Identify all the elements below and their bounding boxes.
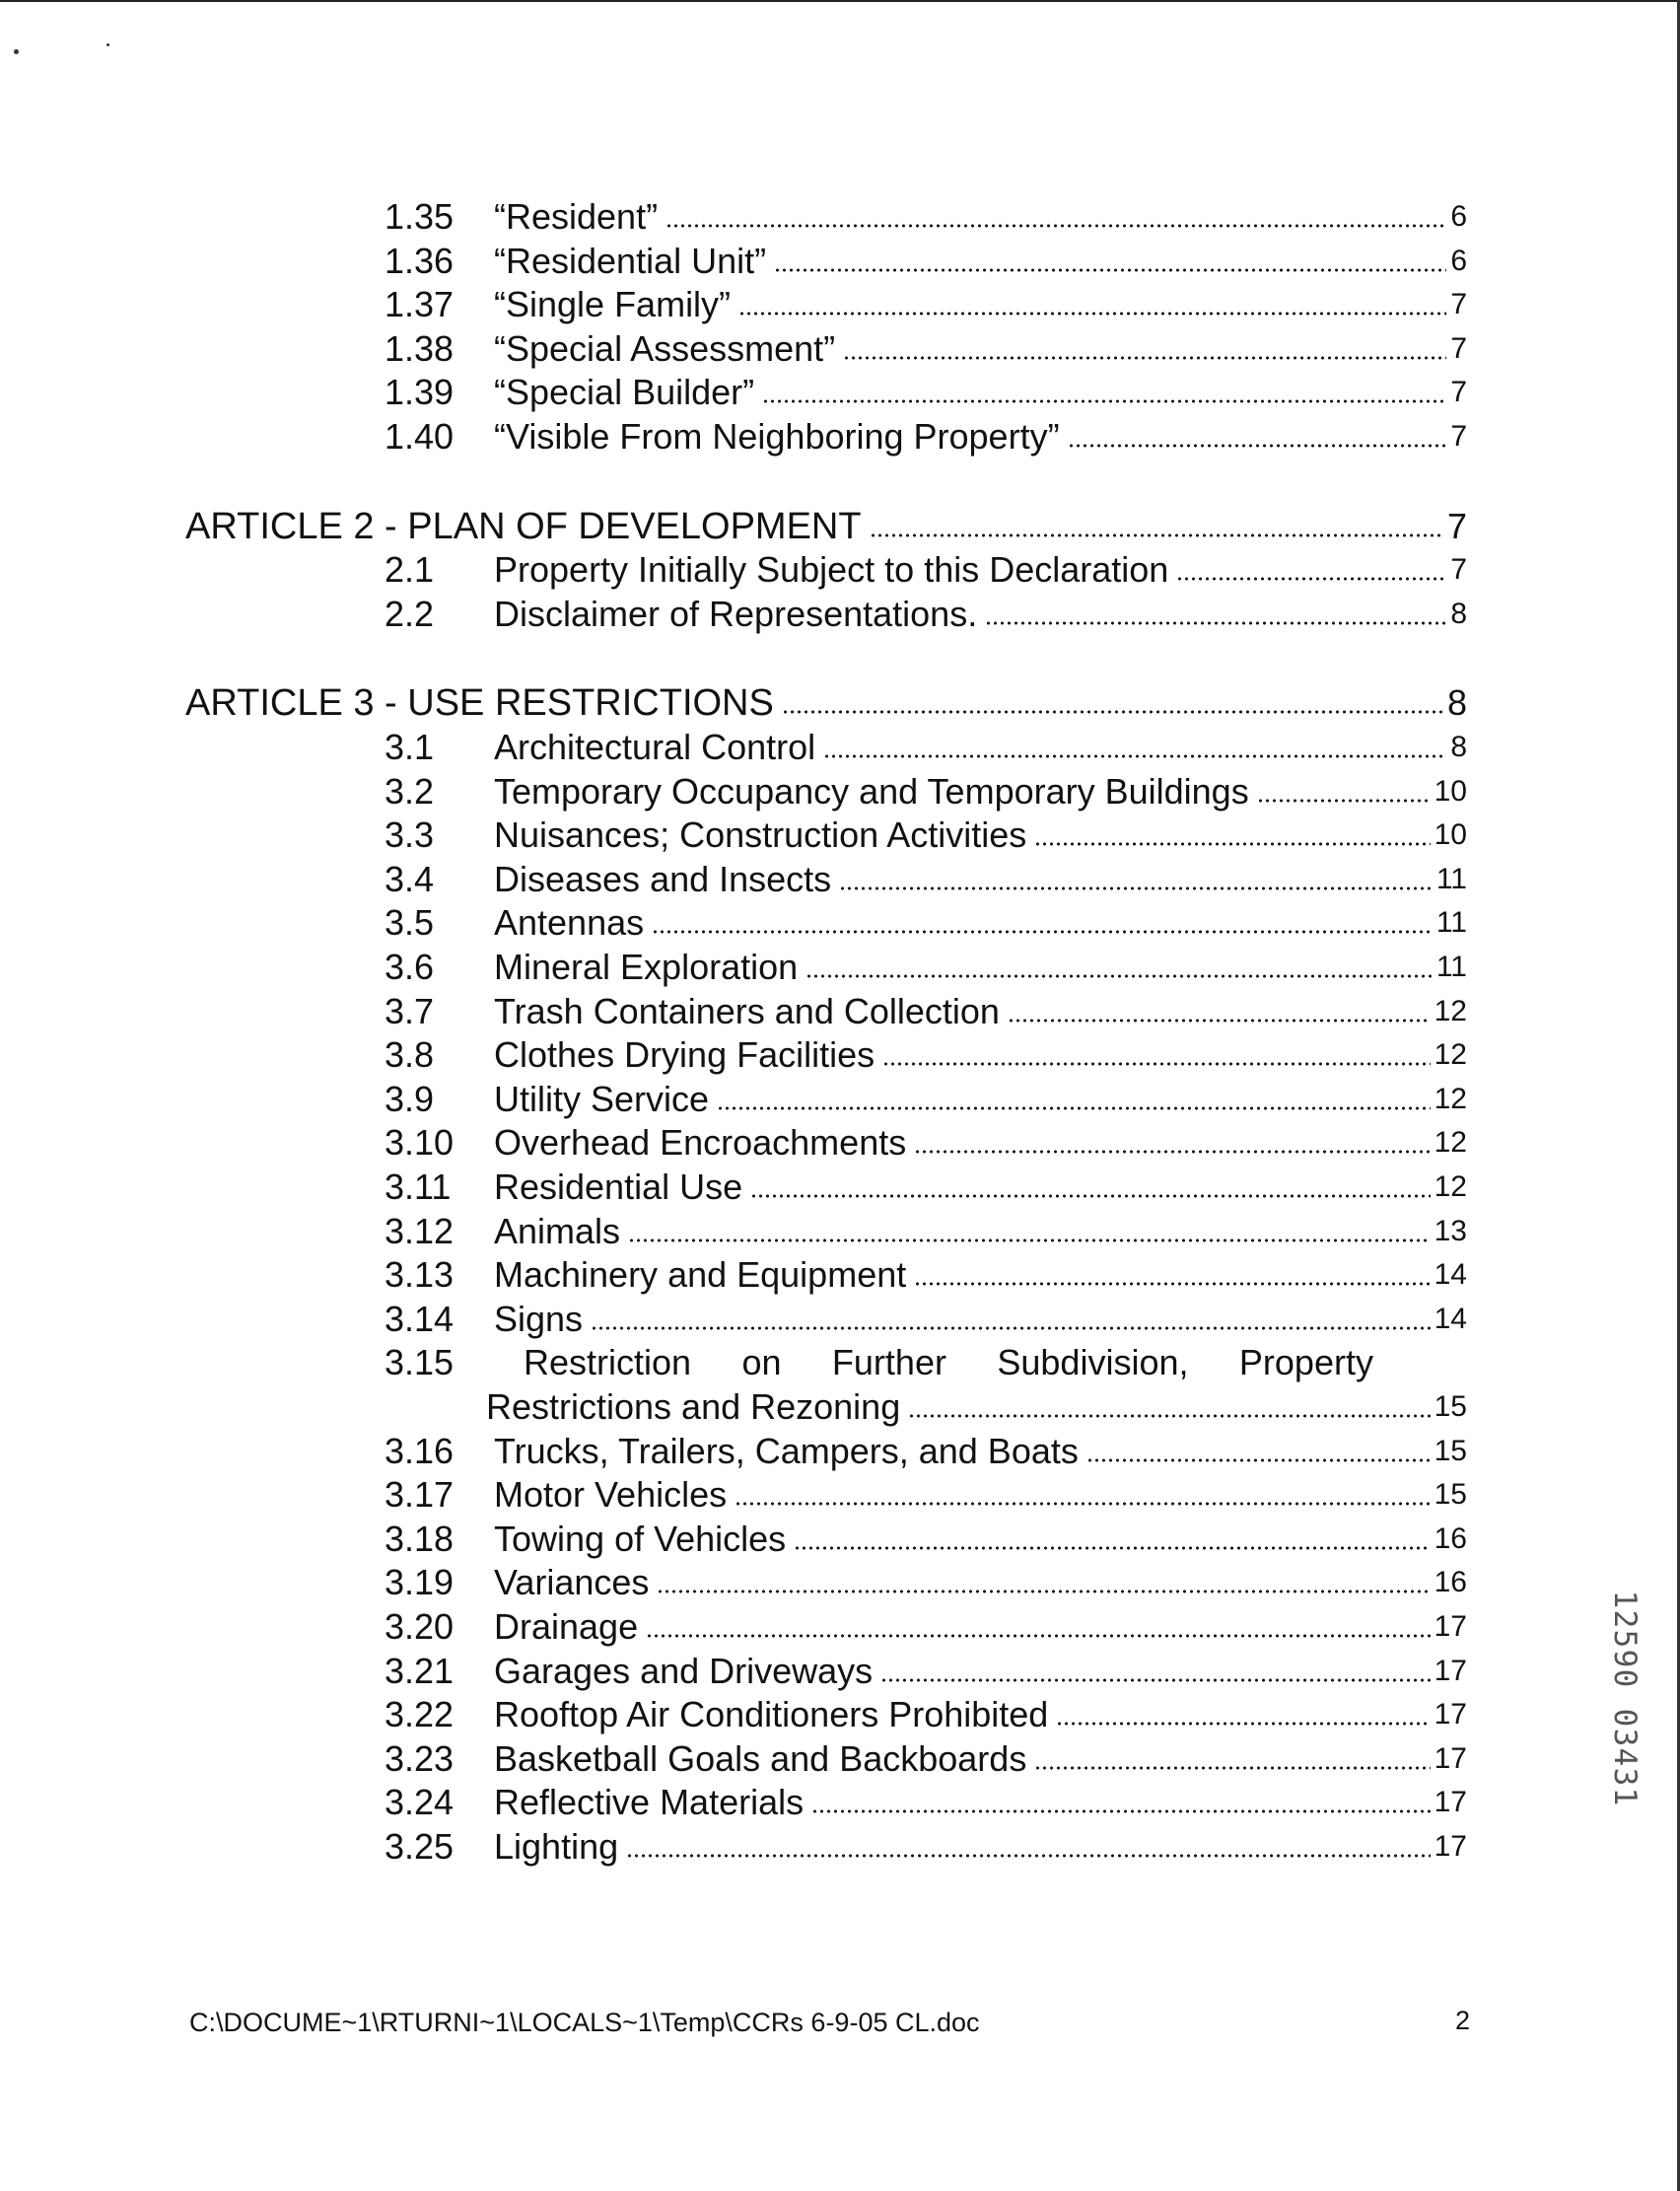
toc-dot-leader: [626, 1853, 1431, 1859]
scan-edge-top: [0, 0, 1680, 2]
toc-entry-title: Basketball Goals and Backboards: [494, 1737, 1027, 1779]
toc-entry: [185, 1825, 1467, 1869]
toc-entry-number: 3.12: [385, 1210, 455, 1251]
toc-page-number: 7: [1450, 288, 1467, 321]
toc-entry-title: Temporary Occupancy and Temporary Buildings: [494, 770, 1249, 812]
toc-entry: [185, 1210, 1467, 1253]
toc-entry-number: 3.16: [385, 1430, 455, 1471]
toc-entry: [185, 1737, 1467, 1781]
toc-entry-number: 3.11: [385, 1166, 452, 1207]
toc-page-number: 7: [1450, 420, 1467, 453]
toc-page-number: 8: [1450, 597, 1467, 630]
toc-entry-title-word: Subdivision,: [997, 1342, 1189, 1383]
toc-entry-title: “Single Family”: [494, 284, 732, 325]
toc-entry-title: Trucks, Trailers, Campers, and Boats: [494, 1430, 1079, 1471]
bates-stamp-char: 5: [1607, 1629, 1643, 1649]
toc-entry: [185, 858, 1467, 901]
toc-entry-number: 3.21: [385, 1650, 455, 1691]
toc-page-number: 17: [1434, 1830, 1467, 1863]
toc-dot-leader: [735, 1501, 1431, 1507]
toc-page-number: 11: [1435, 906, 1467, 940]
bates-stamp-char: 0: [1607, 1708, 1643, 1728]
toc-dot-leader: [1086, 1457, 1431, 1463]
toc-article-title: ARTICLE 3 - USE RESTRICTIONS: [185, 682, 774, 725]
toc-entry-title: Motor Vehicles: [494, 1474, 728, 1516]
toc-article-heading: [185, 681, 1467, 725]
toc-page-number: 12: [1434, 994, 1467, 1027]
toc-dot-leader: [1176, 576, 1446, 582]
toc-entry-title: “Special Assessment”: [494, 327, 836, 369]
toc-entry-title: Machinery and Equipment: [494, 1254, 907, 1296]
toc-dot-leader: [839, 885, 1433, 891]
toc-entry: [185, 901, 1467, 945]
toc-entry-number: 3.18: [385, 1518, 455, 1559]
toc-entry-number: 3.9: [385, 1078, 435, 1119]
toc-entry-title: “Resident”: [494, 196, 659, 237]
toc-entry: [185, 990, 1467, 1033]
toc-page-number: 14: [1434, 1258, 1467, 1292]
toc-dot-leader: [646, 1633, 1431, 1639]
toc-entry-number: 1.39: [385, 372, 455, 413]
toc-entry: [185, 1253, 1467, 1297]
toc-page-number: 11: [1435, 862, 1467, 895]
toc-entry: [185, 770, 1467, 813]
toc-entry: [185, 813, 1467, 857]
toc-page-number: 17: [1434, 1741, 1467, 1775]
toc-entry: [185, 415, 1467, 459]
toc-entry-title-word: on: [741, 1342, 782, 1383]
toc-dot-leader: [774, 267, 1446, 273]
bates-stamp-char: 1: [1607, 1787, 1643, 1806]
toc-entry-title: Property Initially Subject to this Declaration: [494, 549, 1169, 591]
toc-page-number: 8: [1446, 682, 1467, 724]
toc-entry: [185, 1693, 1467, 1736]
toc-page-number: 7: [1450, 553, 1467, 587]
toc-entry-title: Mineral Exploration: [494, 947, 799, 987]
bates-stamp-char: 0: [1607, 1668, 1643, 1688]
toc-entry-title: “Residential Unit”: [494, 240, 767, 281]
toc-entry-title: Reflective Materials: [494, 1782, 805, 1823]
toc-entry-title: Utility Service: [494, 1078, 710, 1119]
toc-article-title: ARTICLE 2 - PLAN OF DEVELOPMENT: [185, 505, 862, 547]
toc-entry-title: Overhead Encroachments: [494, 1122, 907, 1164]
toc-entry-title: Disclaimer of Representations.: [494, 593, 978, 634]
toc-dot-leader: [657, 1589, 1431, 1594]
toc-entry: [185, 1650, 1467, 1693]
toc-entry-title: Trash Containers and Collection: [494, 990, 1000, 1031]
toc-entry-number: 3.5: [385, 902, 435, 944]
toc-page-number: 10: [1434, 774, 1467, 808]
toc-dot-leader: [762, 398, 1446, 404]
toc-entry-title-line1: [524, 1341, 1373, 1384]
toc-entry: [185, 1341, 1467, 1384]
toc-dot-leader: [628, 1237, 1431, 1243]
toc-entry: [185, 371, 1467, 414]
toc-entry-title: Rooftop Air Conditioners Prohibited: [494, 1694, 1049, 1735]
toc-dot-leader: [914, 1281, 1431, 1287]
toc-page-number: 13: [1434, 1214, 1467, 1247]
bates-stamp-char: 2: [1607, 1609, 1643, 1629]
toc-article-heading: [185, 505, 1467, 548]
toc-entry-number: 3.1: [385, 727, 435, 767]
toc-entry-number: 1.36: [385, 240, 455, 281]
toc-dot-leader: [738, 311, 1446, 317]
toc-entry: [185, 1166, 1467, 1209]
toc-entry-title: Lighting: [494, 1826, 619, 1867]
toc-page-number: 6: [1450, 244, 1467, 277]
toc-entry-title-word: Restriction: [524, 1342, 692, 1383]
toc-dot-leader: [880, 1677, 1431, 1683]
toc-entry: [185, 1078, 1467, 1121]
bates-stamp-char: 3: [1607, 1767, 1643, 1787]
toc-page-number: 8: [1450, 731, 1467, 763]
toc-entry-number: 3.15: [385, 1342, 455, 1383]
toc-dot-leader: [908, 1413, 1431, 1419]
toc-entry-number: 3.24: [385, 1782, 455, 1823]
toc-entry-title-word: Property: [1238, 1342, 1373, 1383]
toc-entry-number: 1.38: [385, 327, 455, 369]
toc-page-number: 15: [1434, 1390, 1467, 1423]
toc-entry: [185, 195, 1467, 239]
toc-dot-leader: [794, 1545, 1431, 1551]
bates-stamp-char: 4: [1607, 1747, 1643, 1767]
toc-dot-leader: [805, 973, 1433, 979]
toc-entry-number: 3.19: [385, 1562, 455, 1603]
toc-page-number: 6: [1450, 200, 1467, 233]
toc-page-number: 15: [1434, 1434, 1467, 1467]
toc-entry-title-word: Further: [831, 1342, 946, 1383]
toc-dot-leader: [985, 620, 1446, 626]
toc-entry: [185, 1473, 1467, 1517]
toc-entry: [185, 593, 1467, 636]
toc-dot-leader: [1257, 798, 1431, 804]
toc-page-number: 7: [1446, 505, 1467, 546]
toc-page-number: 16: [1434, 1521, 1467, 1555]
toc-entry-number: 3.25: [385, 1826, 455, 1867]
toc-entry-number: 3.3: [385, 814, 435, 856]
toc-entry: [185, 1298, 1467, 1341]
toc-dot-leader: [1034, 841, 1431, 847]
toc-dot-leader: [823, 753, 1446, 759]
toc-entry-number: 3.6: [385, 947, 435, 987]
toc-page-number: 7: [1450, 376, 1467, 409]
toc-entry-number: 3.20: [385, 1606, 455, 1647]
bates-stamp: [1605, 1590, 1645, 1806]
toc-entry: [185, 240, 1467, 283]
toc-dot-leader: [811, 1808, 1431, 1814]
toc-dot-leader: [652, 929, 1433, 935]
toc-entry-title: Diseases and Insects: [494, 858, 832, 899]
toc-dot-leader: [870, 532, 1443, 538]
toc-dot-leader: [665, 223, 1446, 229]
toc-entry-title: Restrictions and Rezoning: [486, 1386, 901, 1427]
toc-entry-title: Signs: [494, 1298, 584, 1339]
toc-dot-leader: [717, 1105, 1431, 1111]
bates-stamp-char: 1: [1607, 1590, 1643, 1609]
toc-entry: [185, 726, 1467, 769]
toc-entry-title: “Visible From Neighboring Property”: [494, 416, 1060, 457]
toc-page-number: 7: [1450, 331, 1467, 365]
toc-page-number: 12: [1434, 1170, 1467, 1203]
toc-dot-leader: [882, 1061, 1431, 1067]
toc-page-number: 12: [1434, 1038, 1467, 1072]
toc-dot-leader: [843, 355, 1446, 361]
toc-dot-leader: [591, 1325, 1431, 1331]
toc-page-number: 15: [1434, 1478, 1467, 1512]
footer-page-number: 2: [1455, 2006, 1471, 2035]
toc-page-number: 17: [1434, 1698, 1467, 1732]
toc-entry-number: 1.37: [385, 284, 455, 325]
toc-entry: [185, 1033, 1467, 1077]
toc-page-number: 12: [1434, 1126, 1467, 1160]
toc-entry-number: 1.40: [385, 416, 455, 457]
toc-entry: [185, 946, 1467, 989]
toc-entry-title: Residential Use: [494, 1166, 743, 1207]
toc-entry-number: 3.10: [385, 1122, 455, 1164]
toc-entry-number: 2.2: [385, 593, 435, 634]
toc-dot-leader: [1068, 443, 1446, 449]
toc-entry: [185, 327, 1467, 371]
toc-entry-continuation: [185, 1385, 1467, 1429]
toc-dot-leader: [1034, 1765, 1431, 1771]
toc-entry-number: 3.22: [385, 1694, 455, 1735]
toc-dot-leader: [1008, 1018, 1431, 1024]
toc-entry: [185, 1561, 1467, 1604]
toc-entry: [185, 1518, 1467, 1561]
toc-entry-number: 2.1: [385, 549, 435, 591]
toc-page-number: 17: [1434, 1786, 1467, 1819]
toc-entry: [185, 283, 1467, 326]
toc-entry-title: Animals: [494, 1210, 621, 1251]
toc-entry-title: “Special Builder”: [494, 372, 755, 413]
toc-entry-title: Clothes Drying Facilities: [494, 1034, 875, 1076]
toc-entry-number: 3.17: [385, 1474, 455, 1516]
toc-entry-number: 3.2: [385, 770, 435, 812]
toc-entry-title: Towing of Vehicles: [494, 1518, 787, 1559]
toc-entry-number: 3.4: [385, 858, 435, 899]
toc-page-number: 17: [1434, 1610, 1467, 1643]
toc-page-number: 14: [1434, 1302, 1467, 1335]
toc-entry-number: 3.14: [385, 1298, 455, 1339]
toc-entry: [185, 1430, 1467, 1473]
toc-page-number: 12: [1434, 1082, 1467, 1115]
bates-stamp-char: 3: [1607, 1728, 1643, 1747]
toc-entry-title: Drainage: [494, 1606, 639, 1647]
toc-entry: [185, 1605, 1467, 1649]
toc-entry-title: Nuisances; Construction Activities: [494, 814, 1027, 856]
toc-dot-leader: [750, 1193, 1431, 1199]
toc-entry-title: Garages and Driveways: [494, 1650, 874, 1691]
footer-file-path: C:\DOCUME~1\RTURNI~1\LOCALS~1\Temp\CCRs 6-9-05 CL.doc: [189, 2008, 980, 2037]
toc-dot-leader: [914, 1149, 1431, 1155]
toc-entry-number: 3.23: [385, 1737, 455, 1779]
toc-entry-number: 3.7: [385, 990, 435, 1031]
toc-entry: [185, 1781, 1467, 1824]
toc-entry: [185, 1121, 1467, 1165]
bates-stamp-char: 9: [1607, 1649, 1643, 1668]
toc-page-number: 11: [1435, 951, 1467, 983]
toc-entry-title: Architectural Control: [494, 727, 816, 767]
toc-page-number: 17: [1434, 1654, 1467, 1687]
toc-entry-title: Antennas: [494, 902, 645, 944]
toc-dot-leader: [1056, 1721, 1431, 1727]
toc-entry-number: 3.8: [385, 1034, 435, 1076]
toc-page-number: 10: [1434, 818, 1467, 852]
toc-entry-number: 1.35: [385, 196, 455, 237]
toc-page-number: 16: [1434, 1566, 1467, 1599]
toc-entry-title: Variances: [494, 1562, 650, 1603]
scan-speck: [14, 49, 19, 54]
toc-dot-leader: [782, 709, 1443, 715]
scan-speck: [106, 43, 109, 46]
toc-entry: [185, 548, 1467, 592]
toc-entry-number: 3.13: [385, 1254, 455, 1296]
